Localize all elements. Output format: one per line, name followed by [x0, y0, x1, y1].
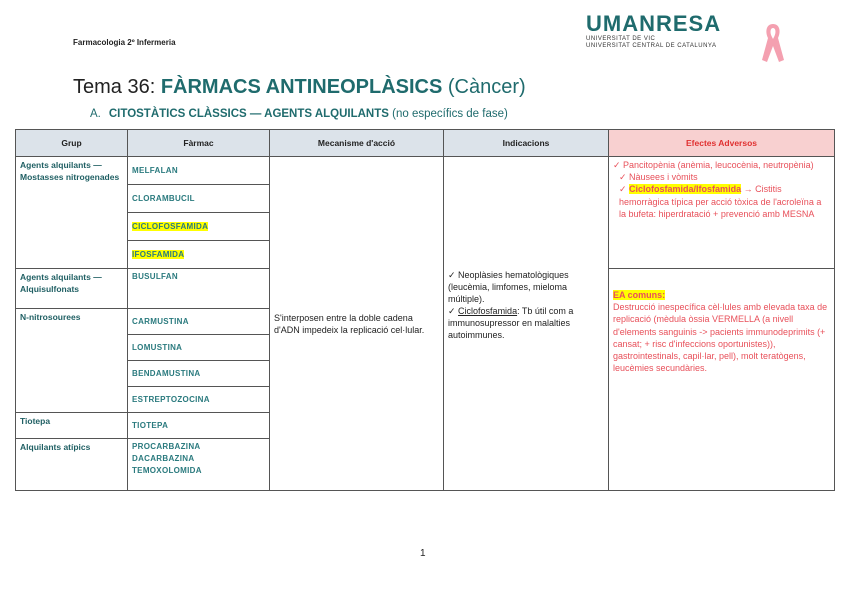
group-alquilsulfonats: Agents alquilants — Alquisulfonats	[16, 269, 128, 309]
indication-2-text: : Tb útil com a immunosupressor en malalties autoimmunes.	[448, 305, 574, 340]
drug-ifosfamida	[128, 241, 270, 269]
header-efectes-adversos: Efectes Adversos	[609, 130, 835, 157]
drug-table	[15, 129, 835, 491]
logo-u: U	[586, 11, 603, 36]
header-farmac: Fàrmac	[128, 130, 270, 157]
adverse-3-check: ✓	[619, 184, 630, 195]
subtitle-bold: CITOSTÀTICS CLÀSSICS — AGENTS ALQUILANTS	[108, 108, 389, 120]
drug-lomustina: LOMUSTINA	[128, 335, 270, 361]
adverse-effects-cell	[609, 157, 835, 269]
header-subject: Farmacologia 2º Infermeria	[73, 38, 176, 47]
indication-2	[448, 305, 604, 341]
group-atipics: Alquilants atípics	[16, 439, 128, 491]
table-header-row	[16, 130, 835, 157]
table-row	[16, 157, 835, 185]
drug-bendamustina: BENDAMUSTINA	[128, 361, 270, 387]
section-subtitle	[90, 108, 508, 120]
adverse-3-drugs: Ciclofosfamida/Ifosfamida	[629, 184, 742, 195]
indication-2-drug: Ciclofosfamida	[458, 305, 518, 316]
header-indicacions: Indicacions	[444, 130, 609, 157]
adverse-common-cell	[609, 269, 835, 491]
adverse-2: ✓ Nàusees i vòmits	[619, 172, 698, 183]
page-title	[73, 76, 526, 99]
logo-word: MANRESA	[602, 11, 722, 36]
adverse-common-label	[613, 289, 830, 301]
adverse-3-text: → Cistitis hemorràgica típica per acció tòxica de l'acroleïna a la bufeta: hiperdratació + prevenció amb MESNA	[619, 184, 822, 219]
drug-busulfan: BUSULFAN	[128, 269, 270, 309]
group-mostasses: Agents alquilants — Mostasses nitrogenades	[16, 157, 128, 269]
indication-1: ✓ Neoplàsies hematològiques (leucèmia, limfomes, mieloma múltiple).	[448, 269, 569, 304]
pink-ribbon-icon	[760, 22, 786, 64]
adverse-common-label-text: EA comuns:	[613, 290, 666, 300]
drug-atipics-list	[128, 439, 270, 491]
header-mecanisme: Mecanisme d'acció	[270, 130, 444, 157]
umanresa-logo	[586, 12, 736, 50]
group-nitrosourees: N-nitrosourees	[16, 309, 128, 413]
drug-estreptozocina: ESTREPTOZOCINA	[128, 387, 270, 413]
indications-cell	[444, 157, 609, 491]
adverse-3	[613, 183, 830, 220]
drug-ifosfamida-label: IFOSFAMIDA	[132, 249, 185, 259]
subtitle-rest: (no específics de fase)	[388, 108, 508, 120]
title-main: FÀRMACS ANTINEOPLÀSICS	[160, 76, 443, 98]
drug-ciclofosfamida-label: CICLOFOSFAMIDA	[132, 221, 209, 231]
drug-temoxolomida: TEMOXOLOMIDA	[132, 466, 202, 475]
mechanism-cell: S'interposen entre la doble cadena d'ADN impedeix la replicació cel·lular.	[270, 157, 444, 491]
drug-tiotepa: TIOTEPA	[128, 413, 270, 439]
title-prefix: Tema 36:	[73, 76, 161, 98]
drug-procarbazina: PROCARBAZINA	[132, 442, 201, 451]
group-tiotepa: Tiotepa	[16, 413, 128, 439]
indication-2-check: ✓	[448, 305, 459, 316]
subtitle-letter: A.	[90, 108, 101, 120]
header-grup: Grup	[16, 130, 128, 157]
page-number: 1	[420, 548, 426, 559]
drug-melfalan: MELFALAN	[128, 157, 270, 185]
adverse-1: ✓ Pancitopènia (anèmia, leucocènia, neutropènia)	[613, 160, 814, 170]
drug-ciclofosfamida	[128, 213, 270, 241]
drug-dacarbazina: DACARBAZINA	[132, 454, 195, 463]
drug-clorambucil: CLORAMBUCIL	[128, 185, 270, 213]
logo-sub1: UNIVERSITAT DE VIC	[586, 36, 656, 42]
logo-sub2: UNIVERSITAT CENTRAL DE CATALUNYA	[586, 43, 717, 49]
title-suffix: (Càncer)	[442, 76, 526, 98]
adverse-common-text: Destrucció inespecífica cèl·lules amb elevada taxa de replicació (mèdula òssia VERMELLA (a nivell d'elements sanguinis -> pacients immunodeprimits (+ cansat; + risc d'infeccions oportunistes)), gastrointestinals, capil·lar, pell), molt teratògens, leucèmies secundàries.	[613, 302, 828, 374]
drug-carmustina: CARMUSTINA	[128, 309, 270, 335]
